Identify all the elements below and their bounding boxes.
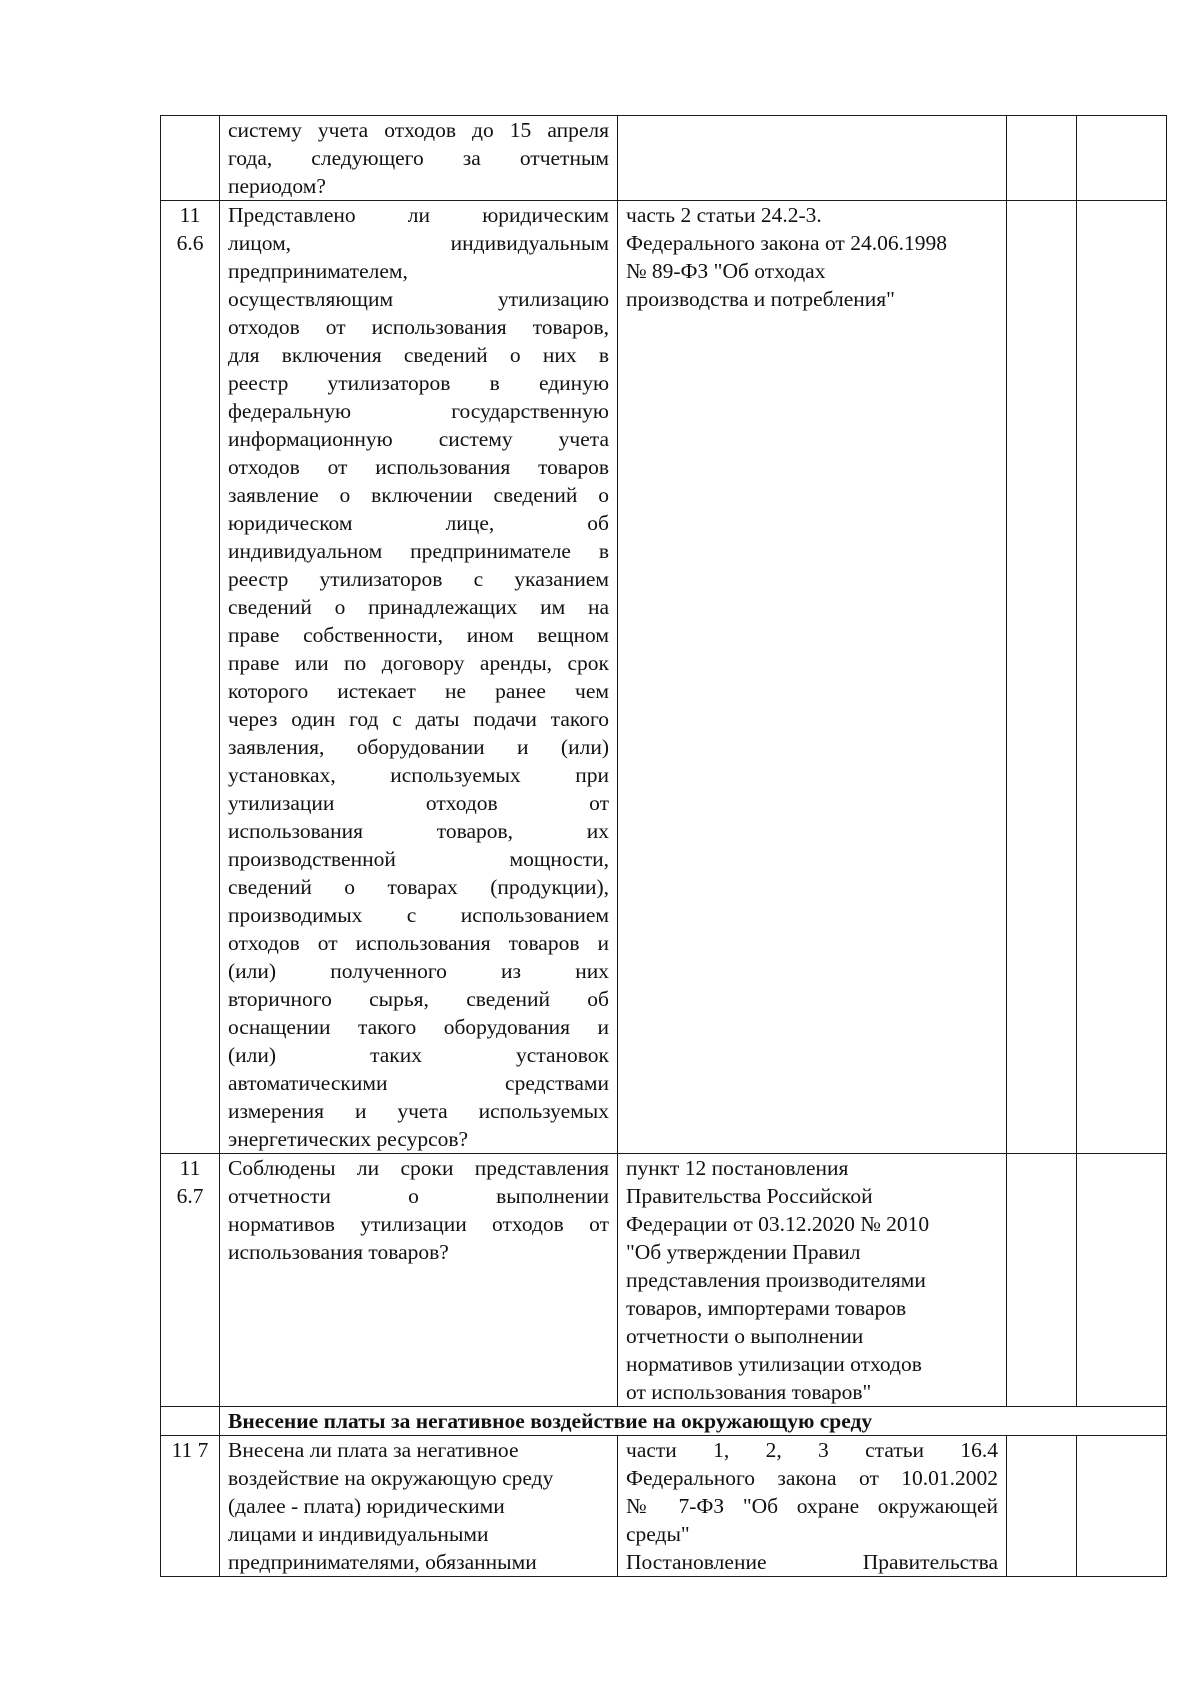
question-line: заявление о включении сведений о xyxy=(228,483,609,507)
question-line: Соблюдены ли сроки представления xyxy=(228,1156,609,1180)
section-row xyxy=(161,1407,1167,1436)
reference-line: Федерации от 03.12.2020 № 2010 xyxy=(626,1212,930,1236)
question-line: юридическом лице, об xyxy=(228,511,609,535)
question-line: периодом? xyxy=(228,174,326,198)
question-line: заявления, оборудовании и (или) xyxy=(228,735,609,759)
reference-line: нормативов утилизации отходов xyxy=(626,1352,922,1376)
reference-line: Федерального закона от 24.06.1998 xyxy=(626,231,947,255)
question-line: утилизации отходов от xyxy=(228,791,609,815)
reference-line: Постановление Правительства xyxy=(626,1550,998,1574)
question-line: реестр утилизаторов в единую xyxy=(228,371,609,395)
reference-line: "Об утверждении Правил xyxy=(626,1240,861,1264)
section-spacer-cell xyxy=(161,1407,220,1436)
question-line: отходов от использования товаров xyxy=(228,455,609,479)
question-line: (далее - плата) юридическими xyxy=(228,1494,505,1518)
reference-line: от использования товаров" xyxy=(626,1380,872,1404)
question-cell xyxy=(220,1154,618,1407)
question-line: праве или по договору аренды, срок xyxy=(228,651,609,675)
table-row xyxy=(161,1436,1167,1577)
question-line: праве собственности, ином вещном xyxy=(228,623,609,647)
reference-line: Федерального закона от 10.01.2002 xyxy=(626,1466,998,1490)
item-number: 11 7 xyxy=(171,1438,209,1462)
question-line: оснащении такого оборудования и xyxy=(228,1015,609,1039)
question-line: воздействие на окружающую среду xyxy=(228,1466,554,1490)
question-line: систему учета отходов до 15 апреля xyxy=(228,118,609,142)
question-line: отходов от использования товаров и xyxy=(228,931,609,955)
question-line: отходов от использования товаров, xyxy=(228,315,609,339)
item-number-cell xyxy=(161,116,220,201)
item-number: 11 6.6 xyxy=(176,203,204,255)
question-line: федеральную государственную xyxy=(228,399,609,423)
item-number-cell xyxy=(161,201,220,1154)
question-line: предпринимателем, xyxy=(228,259,408,283)
question-line: нормативов утилизации отходов от xyxy=(228,1212,609,1236)
reference-cell xyxy=(618,116,1007,201)
reference-cell xyxy=(618,1154,1007,1407)
question-line: сведений о принадлежащих им на xyxy=(228,595,609,619)
question-line: установках, используемых при xyxy=(228,763,609,787)
reference-line: производства и потребления" xyxy=(626,287,895,311)
question-line: Представлено ли юридическим xyxy=(228,203,609,227)
item-number-cell xyxy=(161,1436,220,1577)
item-number-cell xyxy=(161,1154,220,1407)
reference-line: среды" xyxy=(626,1522,690,1546)
answer-cell-b xyxy=(1077,1154,1167,1407)
question-line: энергетических ресурсов? xyxy=(228,1127,469,1151)
item-number: 11 6.7 xyxy=(176,1156,204,1208)
reference-line: № 89-ФЗ "Об отходах xyxy=(626,259,826,283)
question-line: (или) полученного из них xyxy=(228,959,609,983)
question-line: измерения и учета используемых xyxy=(228,1099,609,1123)
question-cell xyxy=(220,1436,618,1577)
reference-line: пункт 12 постановления xyxy=(626,1156,849,1180)
table-row xyxy=(161,201,1167,1154)
table-row xyxy=(161,116,1167,201)
reference-cell xyxy=(618,201,1007,1154)
question-line: осуществляющим утилизацию xyxy=(228,287,609,311)
question-line: сведений о товарах (продукции), xyxy=(228,875,609,899)
question-cell xyxy=(220,116,618,201)
question-line: автоматическими средствами xyxy=(228,1071,609,1095)
question-line: производственной мощности, xyxy=(228,847,609,871)
question-line: предпринимателями, обязанными xyxy=(228,1550,537,1574)
answer-cell-b xyxy=(1077,201,1167,1154)
question-line: лицом, индивидуальным xyxy=(228,231,609,255)
question-line: которого истекает не ранее чем xyxy=(228,679,609,703)
question-line: отчетности о выполнении xyxy=(228,1184,609,1208)
section-title: Внесение платы за негативное воздействие на окружающую среду xyxy=(220,1407,1167,1436)
question-line: вторичного сырья, сведений об xyxy=(228,987,609,1011)
answer-cell-a xyxy=(1007,116,1077,201)
question-line: реестр утилизаторов с указанием xyxy=(228,567,609,591)
question-line: использования товаров, их xyxy=(228,819,609,843)
table-row xyxy=(161,1154,1167,1407)
question-line: информационную систему учета xyxy=(228,427,609,451)
answer-cell-a xyxy=(1007,201,1077,1154)
reference-line: представления производителями xyxy=(626,1268,926,1292)
question-line: (или) таких установок xyxy=(228,1043,609,1067)
reference-line: отчетности о выполнении xyxy=(626,1324,864,1348)
answer-cell-a xyxy=(1007,1154,1077,1407)
question-line: года, следующего за отчетным xyxy=(228,146,609,170)
reference-line: № 7-ФЗ "Об охране окружающей xyxy=(626,1494,998,1518)
answer-cell-b xyxy=(1077,116,1167,201)
question-cell xyxy=(220,201,618,1154)
question-line: через один год с даты подачи такого xyxy=(228,707,609,731)
reference-line: части 1, 2, 3 статьи 16.4 xyxy=(626,1438,998,1462)
question-line: производимых с использованием xyxy=(228,903,609,927)
answer-cell-b xyxy=(1077,1436,1167,1577)
question-line: использования товаров? xyxy=(228,1240,449,1264)
answer-cell-a xyxy=(1007,1436,1077,1577)
reference-cell xyxy=(618,1436,1007,1577)
reference-line: Правительства Российской xyxy=(626,1184,873,1208)
question-line: лицами и индивидуальными xyxy=(228,1522,489,1546)
reference-line: часть 2 статьи 24.2-3. xyxy=(626,203,822,227)
question-line: для включения сведений о них в xyxy=(228,343,609,367)
reference-line: товаров, импортерами товаров xyxy=(626,1296,907,1320)
checklist-table xyxy=(160,115,1167,1577)
question-line: индивидуальном предпринимателе в xyxy=(228,539,609,563)
question-line: Внесена ли плата за негативное xyxy=(228,1438,519,1462)
